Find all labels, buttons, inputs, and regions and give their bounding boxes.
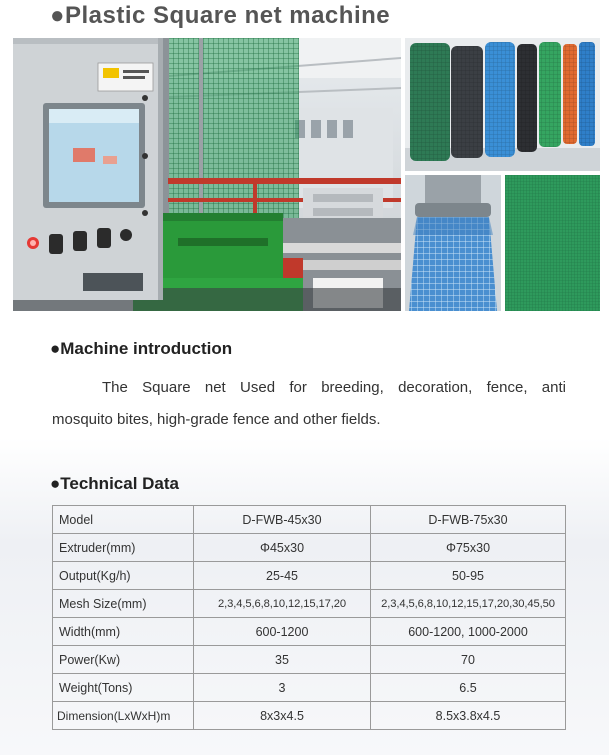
extrusion-die-photo (405, 175, 501, 311)
product-photos (13, 38, 600, 311)
table-row (53, 646, 566, 674)
model-45-value: 2,3,4,5,6,8,10,12,15,17,20 (194, 590, 371, 618)
table-row (53, 534, 566, 562)
row-label: Output(Kg/h) (53, 562, 194, 590)
page-title: ●Plastic Square net machine (50, 2, 391, 29)
model-45-value: 25-45 (194, 562, 371, 590)
table-row (53, 590, 566, 618)
technical-data-heading: ●Technical Data (50, 474, 179, 493)
net-rolls-illustration (405, 38, 600, 171)
extrusion-die-illustration (405, 175, 501, 311)
model-75-value: 50-95 (371, 562, 566, 590)
model-45-value: 600-1200 (194, 618, 371, 646)
model-75-value: 600-1200, 1000-2000 (371, 618, 566, 646)
model-75-value: Φ75x30 (371, 534, 566, 562)
model-75-value: 6.5 (371, 674, 566, 702)
model-75-value: 8.5x3.8x4.5 (371, 702, 566, 730)
row-label: Extruder(mm) (53, 534, 194, 562)
model-75-value: 2,3,4,5,6,8,10,12,15,17,20,30,45,50 (371, 590, 566, 618)
table-row (53, 702, 566, 730)
model-45-value: 3 (194, 674, 371, 702)
model-75-value: D-FWB-75x30 (371, 506, 566, 534)
table-row (53, 562, 566, 590)
net-closeup-photo (505, 175, 600, 311)
net-rolls-photo (405, 38, 600, 171)
row-label: Model (53, 506, 194, 534)
row-label: Mesh Size(mm) (53, 590, 194, 618)
factory-machine-illustration (13, 38, 401, 311)
factory-machine-photo (13, 38, 401, 311)
model-45-value: Φ45x30 (194, 534, 371, 562)
model-45-value: 35 (194, 646, 371, 674)
machine-introduction-text (52, 372, 566, 436)
row-label: Power(Kw) (53, 646, 194, 674)
net-closeup-illustration (505, 175, 600, 311)
machine-introduction-heading: ●Machine introduction (50, 339, 233, 358)
intro-line-1: The Square net Used for breeding, decoration, fence, anti (102, 379, 566, 396)
model-75-value: 70 (371, 646, 566, 674)
intro-line-2: mosquito bites, high-grade fence and other fields. (52, 411, 381, 428)
row-label: Dimension(LxWxH)m (53, 702, 194, 730)
row-label: Width(mm) (53, 618, 194, 646)
model-45-value: 8x3x4.5 (194, 702, 371, 730)
table-row (53, 674, 566, 702)
table-row (53, 618, 566, 646)
row-label: Weight(Tons) (53, 674, 194, 702)
model-45-value: D-FWB-45x30 (194, 506, 371, 534)
table-row (53, 506, 566, 534)
technical-data-table (52, 505, 566, 730)
